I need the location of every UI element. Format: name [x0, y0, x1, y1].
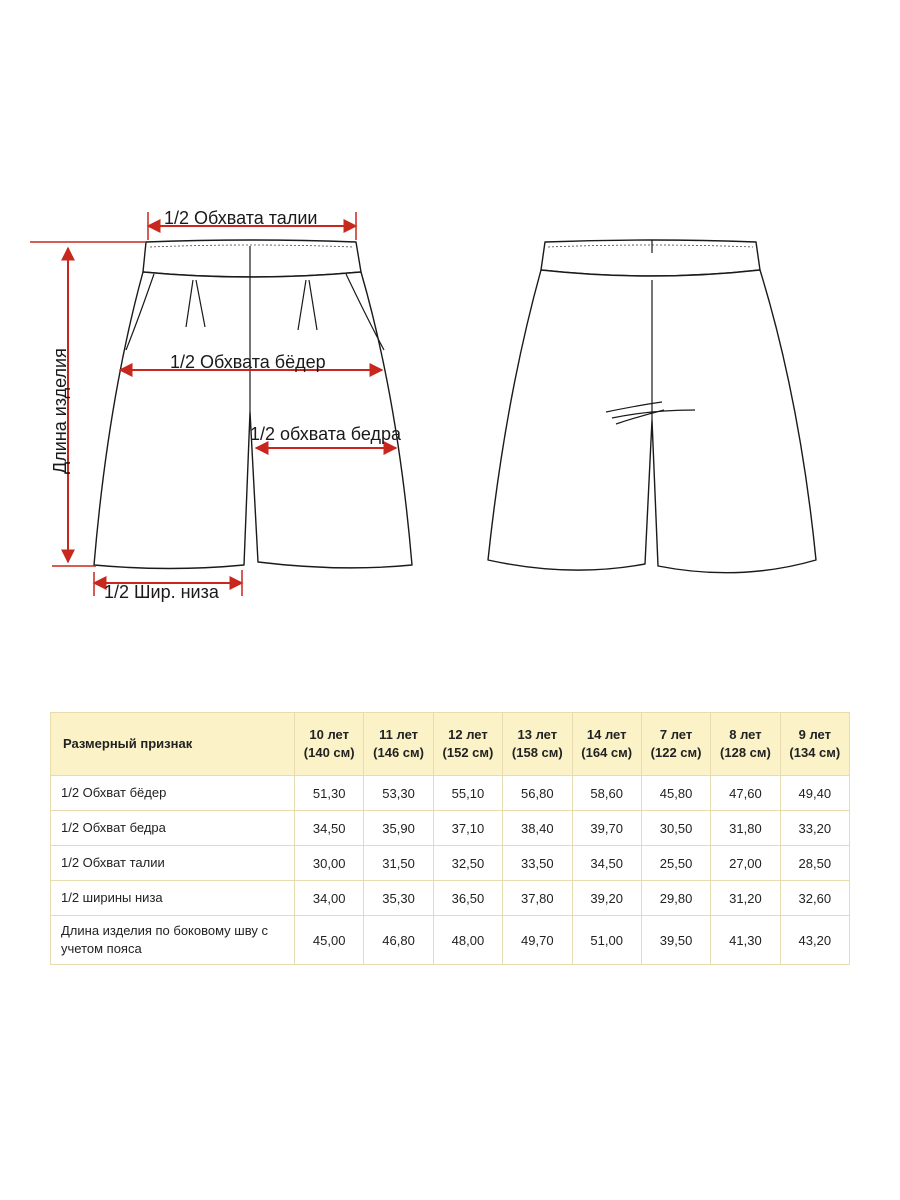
value-cell: 47,60 — [711, 776, 780, 811]
size-header — [641, 713, 710, 776]
value-cell: 30,00 — [295, 846, 364, 881]
value-cell: 28,50 — [780, 846, 849, 881]
size-header — [503, 713, 572, 776]
size-age: 11 лет — [379, 727, 418, 742]
value-cell: 35,30 — [364, 881, 433, 916]
value-cell: 39,20 — [572, 881, 641, 916]
size-age: 13 лет — [517, 727, 558, 742]
size-height: (164 см) — [581, 745, 633, 760]
value-cell: 31,80 — [711, 811, 780, 846]
table-row — [51, 881, 850, 916]
feature-cell: Длина изделия по боковому шву с учетом пояса — [51, 916, 295, 965]
value-cell: 27,00 — [711, 846, 780, 881]
value-cell: 45,80 — [641, 776, 710, 811]
size-height: (146 см) — [373, 745, 424, 760]
thigh-label: 1/2 обхвата бедра — [250, 424, 402, 444]
value-cell: 53,30 — [364, 776, 433, 811]
size-table — [50, 712, 850, 965]
length-label: Длина изделия — [50, 348, 70, 474]
value-cell: 31,20 — [711, 881, 780, 916]
value-cell: 37,80 — [503, 881, 572, 916]
size-age: 10 лет — [309, 727, 349, 742]
value-cell: 34,50 — [572, 846, 641, 881]
feature-column-header: Размерный признак — [51, 713, 295, 776]
value-cell: 35,90 — [364, 811, 433, 846]
table-row — [51, 846, 850, 881]
value-cell: 51,30 — [295, 776, 364, 811]
value-cell: 32,60 — [780, 881, 849, 916]
feature-cell: 1/2 Обхват бедра — [51, 811, 295, 846]
front-body — [94, 272, 412, 569]
waist-label: 1/2 Обхвата талии — [164, 208, 318, 228]
value-cell: 45,00 — [295, 916, 364, 965]
size-header — [572, 713, 641, 776]
value-cell: 43,20 — [780, 916, 849, 965]
value-cell: 31,50 — [364, 846, 433, 881]
size-header — [295, 713, 364, 776]
value-cell: 55,10 — [433, 776, 502, 811]
size-age: 9 лет — [798, 727, 831, 742]
value-cell: 49,40 — [780, 776, 849, 811]
value-cell: 33,20 — [780, 811, 849, 846]
value-cell: 36,50 — [433, 881, 502, 916]
size-header — [433, 713, 502, 776]
size-height: (128 см) — [720, 745, 771, 760]
size-height: (134 см) — [789, 745, 841, 760]
value-cell: 41,30 — [711, 916, 780, 965]
table-row — [51, 811, 850, 846]
hips-label: 1/2 Обхвата бёдер — [170, 352, 326, 372]
front-waistband — [143, 240, 361, 277]
size-height: (152 см) — [442, 745, 494, 760]
feature-cell: 1/2 Обхват талии — [51, 846, 295, 881]
value-cell: 38,40 — [503, 811, 572, 846]
hem-label: 1/2 Шир. низа — [104, 582, 219, 602]
value-cell: 49,70 — [503, 916, 572, 965]
value-cell: 30,50 — [641, 811, 710, 846]
feature-cell: 1/2 Обхват бёдер — [51, 776, 295, 811]
value-cell: 29,80 — [641, 881, 710, 916]
value-cell: 39,70 — [572, 811, 641, 846]
shorts-front-view — [94, 240, 412, 569]
value-cell: 56,80 — [503, 776, 572, 811]
shorts-back-view — [488, 240, 816, 573]
value-cell: 37,10 — [433, 811, 502, 846]
size-header — [364, 713, 433, 776]
value-cell: 48,00 — [433, 916, 502, 965]
value-cell: 33,50 — [503, 846, 572, 881]
table-row — [51, 776, 850, 811]
value-cell: 58,60 — [572, 776, 641, 811]
value-cell: 39,50 — [641, 916, 710, 965]
value-cell: 46,80 — [364, 916, 433, 965]
table-row — [51, 916, 850, 965]
size-table-header-row — [51, 713, 850, 776]
value-cell: 25,50 — [641, 846, 710, 881]
back-waistband — [541, 240, 760, 276]
value-cell: 51,00 — [572, 916, 641, 965]
size-height: (140 см) — [303, 745, 355, 760]
size-age: 14 лет — [586, 727, 627, 742]
size-height: (122 см) — [650, 745, 702, 760]
size-age: 7 лет — [659, 727, 693, 742]
size-age: 12 лет — [448, 727, 488, 742]
value-cell: 32,50 — [433, 846, 502, 881]
size-age: 8 лет — [729, 727, 762, 742]
size-height: (158 см) — [511, 745, 563, 760]
value-cell: 34,50 — [295, 811, 364, 846]
feature-cell: 1/2 ширины низа — [51, 881, 295, 916]
size-header — [780, 713, 849, 776]
size-header — [711, 713, 780, 776]
value-cell: 34,00 — [295, 881, 364, 916]
